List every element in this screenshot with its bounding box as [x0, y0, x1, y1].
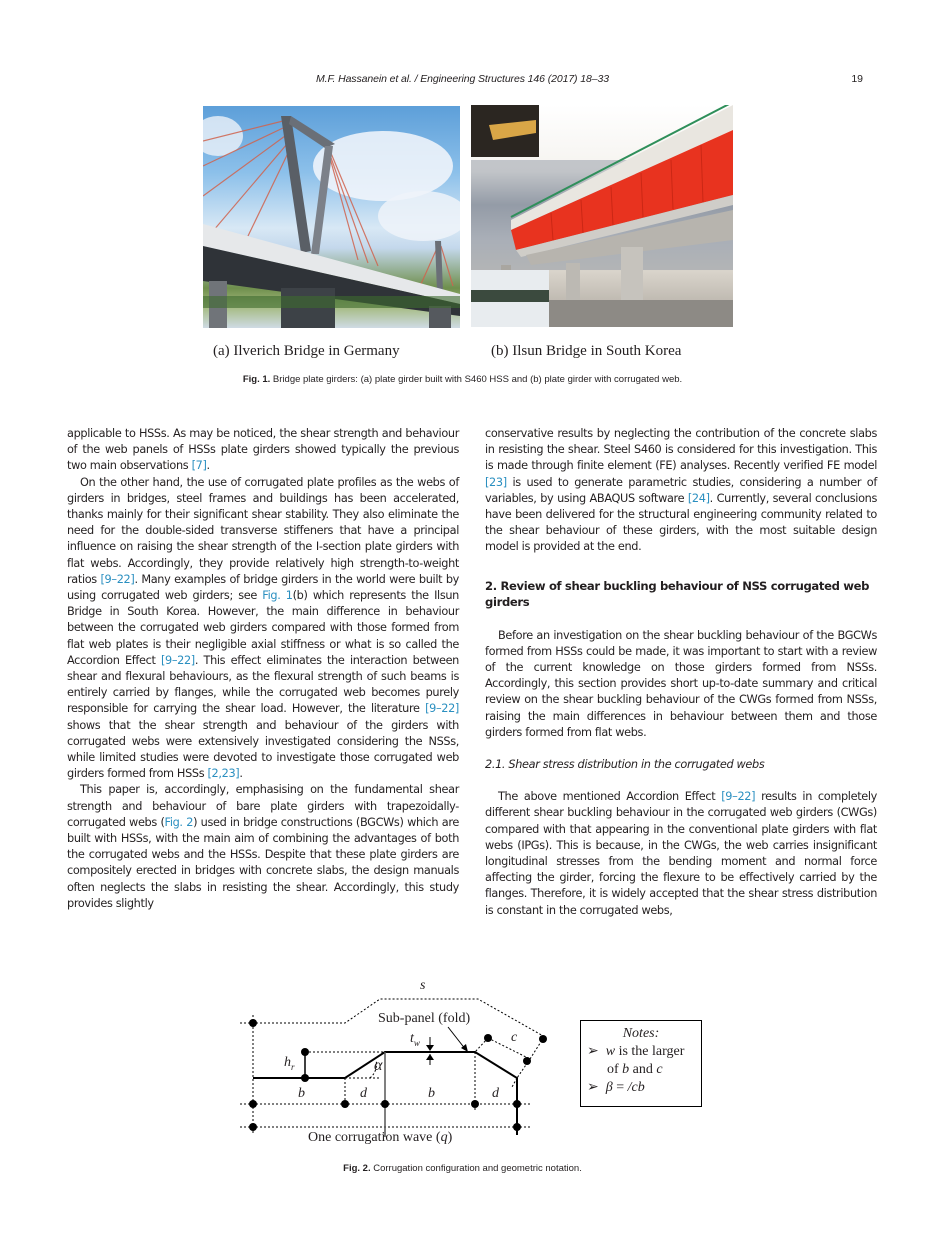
label-alpha: α: [374, 1057, 383, 1074]
citation-link[interactable]: [9–22]: [425, 702, 459, 716]
note-item: ➢ β = /cb: [587, 1080, 645, 1095]
paragraph: The above mentioned Accordion Effect [9–22] results in completely different shear buckling behaviour in the corrugated web girders (CWGs) compared with that appearing in the conventional plate girders with flat webs (IPGs). This is because, in the CWGs, the web carries insignificant longitudinal stresses from the bending moment and normal force affecting the girder, forcing the flexure to be effectively carried by the flanges. Therefore, it is widely accepted that the shear stress distribution is constant in the corrugated webs,: [485, 790, 877, 917]
citation-link[interactable]: [7]: [191, 459, 207, 473]
label-hr: $h_r$: [284, 1055, 295, 1072]
citation-link[interactable]: [9–22]: [160, 653, 195, 667]
right-column: [485, 426, 877, 919]
note-item-cont: of b and c: [607, 1062, 663, 1077]
label-d1: d: [360, 1086, 367, 1101]
fig2-caption: [0, 1163, 925, 1174]
label-b2: b: [428, 1086, 435, 1101]
photo-ilsun-bridge: [471, 105, 733, 327]
label-c: c: [511, 1030, 518, 1045]
fig2-caption-text: Corrugation configuration and geometric notation.: [370, 1163, 582, 1174]
label-tw: $t_w$: [410, 1031, 420, 1048]
figure-link[interactable]: Fig. 2: [164, 815, 194, 829]
citation-link[interactable]: [9–22]: [100, 572, 135, 586]
page-number: 19: [851, 73, 863, 85]
figure-link[interactable]: Fig. 1: [262, 589, 293, 603]
citation-link[interactable]: [9–22]: [721, 790, 756, 804]
running-head: M.F. Hassanein et al. / Engineering Structures 146 (2017) 18–33: [316, 73, 609, 85]
fig1a-label: (a) Ilverich Bridge in Germany: [213, 343, 400, 359]
paragraph: This paper is, accordingly, emphasising on the fundamental shear strength and behaviour of bare plate girders with trapezoidally-corrugated webs (Fig. 2) used in bridge constructions (BGCWs) which are built with HSSs, with the main aim of combining the advantages of both the corrugated webs and the HSSs. Despite that these plate girders are compositely erected in bridges with concrete slabs, the design manuals often neglects the slabs in resisting the shear. Accordingly, this study provides slightly: [67, 783, 459, 910]
fig1-caption-text: Bridge plate girders: (a) plate girder built with S460 HSS and (b) plate girder with corrugated web.: [270, 374, 683, 385]
section-heading: 2. Review of shear buckling behaviour of NSS corrugated web girders: [485, 578, 870, 609]
label-corrugation-wave: One corrugation wave (q): [308, 1130, 453, 1145]
fig1-caption: [0, 374, 925, 385]
paragraph: On the other hand, the use of corrugated plate profiles as the webs of girders in bridges, steel frames and buildings has been accelerated, thanks mainly for their significant shear stability. They also eliminate the need for the double-sided transverse stiffeners that have a principal influence on raising the shear strength of the I-section plate girders with flat webs. Accordingly, they provide relatively high strength-to-weight ratios [9–22]. Many examples of bridge girders in the world were built by using corrugated web girders; see Fig. 1(b) which represents the Ilsun Bridge in South Korea. However, the main difference in behaviour between the corrugated web girders compared with those formed from flat web plates is their negligible axial stiffness or what is so called the Accordion Effect [9–22]. This effect eliminates the interaction between shear and flexural behaviours, as the flexural strength of such beams is entirely carried by flanges, while the corrugated web becomes purely responsible for carrying the shear load. However, the literature [9–22] shows that the shear strength and behaviour of the girders with corrugated webs were extensively investigated considering the NSSs, while limited studies were devoted to investigate those corrugated web girders formed from HSSs [2,23].: [67, 475, 460, 781]
label-sub-panel: Sub-panel (fold): [378, 1011, 471, 1026]
citation-link[interactable]: [23]: [485, 475, 507, 489]
subsection-heading: 2.1. Shear stress distribution in the corrugated webs: [485, 758, 765, 772]
label-s: s: [420, 978, 426, 993]
label-b1: b: [298, 1086, 305, 1101]
citation-link[interactable]: [2,23]: [207, 767, 240, 781]
paragraph: conservative results by neglecting the contribution of the concrete slabs in resisting the shear. Steel S460 is considered for this investigation. This is made through finite element (FE) analyses. Recently verified FE model [23] is used to generate parametric studies, considering a number of variables, by using ABAQUS software [24]. Currently, several conclusions have been delivered for the structural engineering community related to the shear behaviour of these girders, with the most suitable design model is provided at the end.: [485, 427, 877, 554]
citation-link[interactable]: [24]: [687, 491, 710, 505]
label-d2: d: [492, 1086, 499, 1101]
figure-2-diagram: [230, 975, 710, 1155]
figure-1: [203, 105, 733, 359]
fig2-caption-label: Fig. 2.: [343, 1163, 371, 1174]
photo-ilverich-bridge: [203, 106, 460, 328]
notes-title: Notes:: [622, 1026, 660, 1041]
paragraph: Before an investigation on the shear buckling behaviour of the BGCWs formed from HSSs could be made, it was important to start with a review of the current knowledge on those girders formed from NSSs. Accordingly, this section provides short up-to-date summary and critical review on the shear buckling behaviour of the CWGs formed from NSSs, raising the main differences in behaviour between them and those girders formed from flat webs.: [485, 628, 877, 739]
notes-box: [580, 1020, 702, 1107]
fig1-caption-label: Fig. 1.: [242, 374, 271, 385]
left-column: [67, 426, 459, 912]
note-item: ➢ w is the larger: [587, 1044, 685, 1059]
fig1b-label: (b) Ilsun Bridge in South Korea: [491, 343, 682, 359]
paragraph: applicable to HSSs. As may be noticed, the shear strength and behaviour of the web panels of HSSs plate girders showed typically the previous two main observations [7].: [67, 427, 459, 473]
